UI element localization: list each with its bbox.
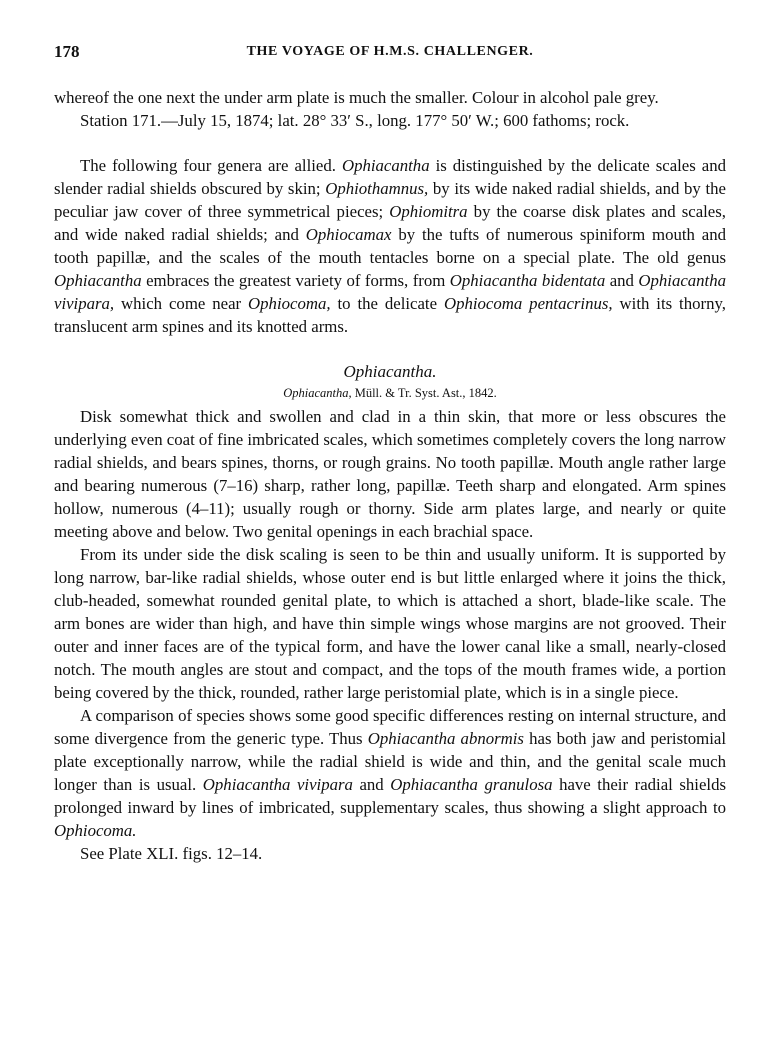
- species-name: Ophiacantha vivipara,: [54, 271, 727, 313]
- description-paragraph-1: Disk somewhat thick and swollen and clad in a thin skin, that more or less obscures the underlying even coat of fine imbricated scales, which sometimes completely covers the long narrow radial shields, and bears spines, thorns, or rough grains. No tooth papillæ. Mouth angle rather large and bearing numerous (7–16) sharp, rather long, papillæ. Teeth sharp and elongated. Arm spines hollow, numerous (4–11); usually rough or thorny. Side arm plates large, and nearly or quite meeting above and below. Two genital openings in each brachial space.: [54, 407, 726, 541]
- species-name: Ophiocoma pentacrinus,: [443, 294, 613, 313]
- allied-text-8: which come near: [121, 294, 242, 313]
- allied-text-3: by its wide naked radial shields, and by the peculiar jaw cover of three symmetrical pieces;: [54, 179, 726, 221]
- genus-name: Ophiomitra: [389, 202, 468, 221]
- allied-text-4: by the coarse disk plates and scales, and wide naked radial shields; and: [54, 202, 726, 244]
- continuation-paragraph: whereof the one next the under arm plate is much the smaller. Colour in alcohol pale grey.: [54, 88, 659, 107]
- genus-citation: [54, 383, 726, 403]
- p3-text-4: have their radial shields prolonged inward by lines of imbricated, supplementary scales, thus showing a slight approach to: [54, 775, 726, 817]
- allied-text-5: by the tufts of numerous spiniform mouth and tooth papillæ, and the scales of the mouth tentacles borne on a special plate. The old genus: [54, 225, 726, 267]
- species-name: Ophiacantha bidentata: [449, 271, 606, 290]
- p3-text-3: and: [359, 775, 384, 794]
- page-number: 178: [54, 42, 80, 61]
- body-text: [54, 86, 726, 865]
- genus-heading: Ophiacantha.: [343, 362, 437, 381]
- allied-text-10: with its thorny, translucent arm spines and its knotted arms.: [54, 294, 726, 336]
- p3-text-1: A comparison of species shows some good specific differences resting on internal structure, and some divergence from the generic type. Thus: [54, 706, 726, 748]
- species-name: Ophiacantha abnormis: [367, 729, 524, 748]
- genus-name: Ophiocoma.: [54, 821, 137, 840]
- genus-name: Ophiothamnus,: [325, 179, 429, 198]
- genus-name: Ophiacantha: [341, 156, 430, 175]
- species-name: Ophiacantha vivipara: [202, 775, 353, 794]
- description-paragraph-2: From its under side the disk scaling is seen to be thin and usually uniform. It is supported by long narrow, bar-like radial shields, whose outer end is but little enlarged where it joins the thick, club-headed, somewhat rounded genital plate, to which is attached a short, blade-like scale. The arm bones are wider than high, and have thin simple wings whose margins are not grooved. Their outer and inner faces are of the typical form, and have the lower canal like a small, nearly-closed notch. The mouth angles are stout and compact, and the tops of the mouth frames wide, a portion being covered by the thick, rounded, rather large peristomial plate, which is in a single piece.: [54, 545, 726, 702]
- allied-text-6: embraces the greatest variety of forms, from: [146, 271, 446, 290]
- allied-text-1: The following four genera are allied.: [80, 156, 336, 175]
- p3-text-2: has both jaw and peristomial plate exceptionally narrow, while the radial shield is wide and thin, and the genital scale much longer than is usual.: [54, 729, 726, 794]
- plate-reference: See Plate XLI. figs. 12–14.: [80, 844, 263, 863]
- genus-name: Ophiacantha: [54, 271, 142, 290]
- genus-name: Ophiocoma,: [248, 294, 331, 313]
- species-name: Ophiacantha granulosa: [390, 775, 553, 794]
- genus-name: Ophiocamax: [305, 225, 392, 244]
- station-record: Station 171.—July 15, 1874; lat. 28° 33′ S., long. 177° 50′ W.; 600 fathoms; rock.: [80, 111, 630, 130]
- citation-source: Müll. & Tr. Syst. Ast., 1842.: [354, 386, 497, 400]
- allied-text-9: to the delicate: [337, 294, 438, 313]
- allied-text-7: and: [609, 271, 634, 290]
- allied-text-2: is distinguished by the delicate scales and slender radial shields obscured by skin;: [54, 156, 727, 198]
- running-title: THE VOYAGE OF H.M.S. CHALLENGER.: [246, 44, 534, 59]
- allied-genera-paragraph: [54, 154, 726, 338]
- page-header: [54, 42, 726, 66]
- citation-genus: Ophiacantha,: [283, 386, 352, 400]
- description-paragraph-3: [54, 704, 726, 842]
